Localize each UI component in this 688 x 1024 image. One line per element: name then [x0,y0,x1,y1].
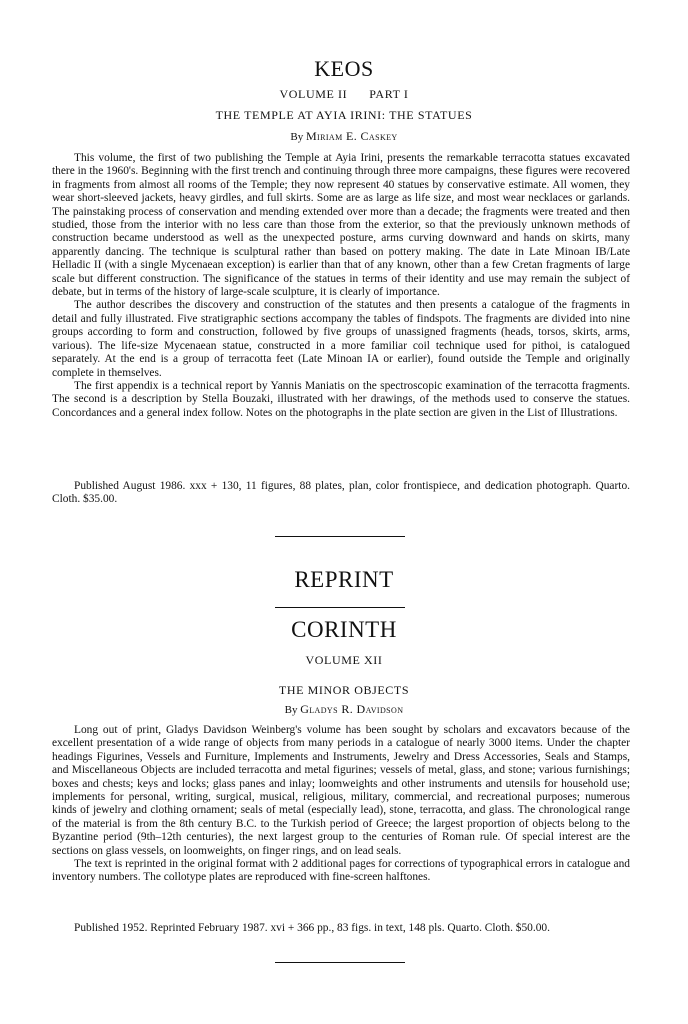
keos-paragraph-2: The author describes the discovery and construction of the statutes and then presents a catalogue of the fragments in detail and fully illustrated. Five stratigraphic sections accompany the tables of findspots. The fragments are divided into nine groups according to form and construction, followed by five groups of unassigned fragments (heads, torsos, skirts, arms, various). The life-size Mycenaean statue, constructed in a more familiar coil technique used for pithoi, is catalogued separately. At the end is a group of terracotta feet (Late Minoan IA or earlier), found outside the Temple and originally complete in themselves. [52,299,630,379]
corinth-author-prefix: By [284,704,298,716]
keos-paragraph-3: The first appendix is a technical report by Yannis Maniatis on the spectroscopic examination of the terracotta fragments. The second is a description by Stella Bouzaki, illustrated with her drawings, of the methods used to conserve the statues. Concordances and a general index follow. Notes on the photographs in the plate section are given in the List of Illustrations. [52,379,630,419]
corinth-author-line [0,702,688,717]
bottom-divider [275,962,405,963]
corinth-paragraph-1: Long out of print, Gladys Davidson Weinberg's volume has been sought by scholars and excavators because of the excellent presentation of a wide range of objects from many periods in a catalogue of nearly 3000 items. Under the chapter headings Figurines, Vessels and Furniture, Implements and Instruments, Jewelry and Dress Accessories, Seals and Stamps, and Miscellaneous Objects are included terracotta and metal figurines; vessels of metal, glass, and stone; various furnishings; boxes and chests; keys and locks; glass panes and inlay; loomweights and other instruments and utensils for household use; implements for personal, writing, surgical, musical, religious, military, commercial, and recreational purposes; numerous kinds of jewelry and clothing ornament; seals of metal (especially lead), stone, terracotta, and glass. The chronological range of the material is from the 8th century B.C. to the Turkish period of Greece; the largest proportion of objects belong to the Byzantine period (9th–12th centuries), the next largest group to the centuries of Roman rule. Of special interest are the sections on glass vessels, on loomweights, on finger rings, and on lead seals. [52,724,630,857]
keos-author-prefix: By [290,131,304,143]
keos-paragraph-1: This volume, the first of two publishing the Temple at Ayia Irini, presents the remarkable terracotta statues excavated there in the 1960's. Beginning with the first trench and continuing through three more campaigns, these figures were recovered in fragments from almost all rooms of the Temple; they now represent 40 statues by conservative estimate. All women, they wear short-sleeved jackets, heavy girdles, and full skirts. Some are as large as life size, and most wear necklaces or garlands. The painstaking process of conservation and mending extended over more than a decade; the fragments were treated and then studied, those from the interior with no less care than those from the exterior, so that the previously unknown methods of construction became understood as well as the unexpected posture, arms curving downward and hands on skirts, many apparently dancing. The technique is sculptural rather than based on pottery making. The date in Late Minoan IB/Late Helladic II (with a single Mycenaean exception) is earlier than that of any known, other than a few Cretan fragments of large scale but different construction. The significance of the statues in terms of their identity and use may remain the subject of debate, but in terms of the history of large-scale sculpture, it is clearly of importance. [52,152,630,299]
keos-series-title: KEOS [314,56,374,81]
corinth-paragraph-2: The text is reprinted in the original format with 2 additional pages for corrections of typographical errors in catalogue and inventory numbers. The collotype plates are reproduced with fine-screen halftones. [52,858,630,884]
section-divider [275,536,405,537]
keos-published: Published August 1986. xxx + 130, 11 figures, 88 plates, plan, color frontispiece, and dedication photograph. Quarto. Cloth. $35.00. [52,480,630,506]
corinth-publication-info [52,922,630,935]
corinth-volume: VOLUME XII [305,653,383,667]
reprint-rule [275,607,405,608]
corinth-subtitle: THE MINOR OBJECTS [278,683,410,697]
keos-subtitle: THE TEMPLE AT AYIA IRINI: THE STATUES [215,108,473,122]
corinth-series-title: CORINTH [291,617,397,642]
reprint-heading: REPRINT [294,567,394,592]
corinth-author-name: Gladys R. Davidson [300,702,404,716]
keos-publication-info [52,480,630,507]
keos-author-line [0,129,688,144]
corinth-description [52,724,630,885]
keos-volume: VOLUME II [279,87,348,101]
keos-part: PART I [369,87,409,101]
keos-author-name: Miriam E. Caskey [305,129,398,143]
keos-volume-line [0,87,688,102]
keos-description [52,152,630,420]
corinth-published: Published 1952. Reprinted February 1987. xvi + 366 pp., 83 figs. in text, 148 pls. Quarto. Cloth. $50.00. [74,922,550,934]
